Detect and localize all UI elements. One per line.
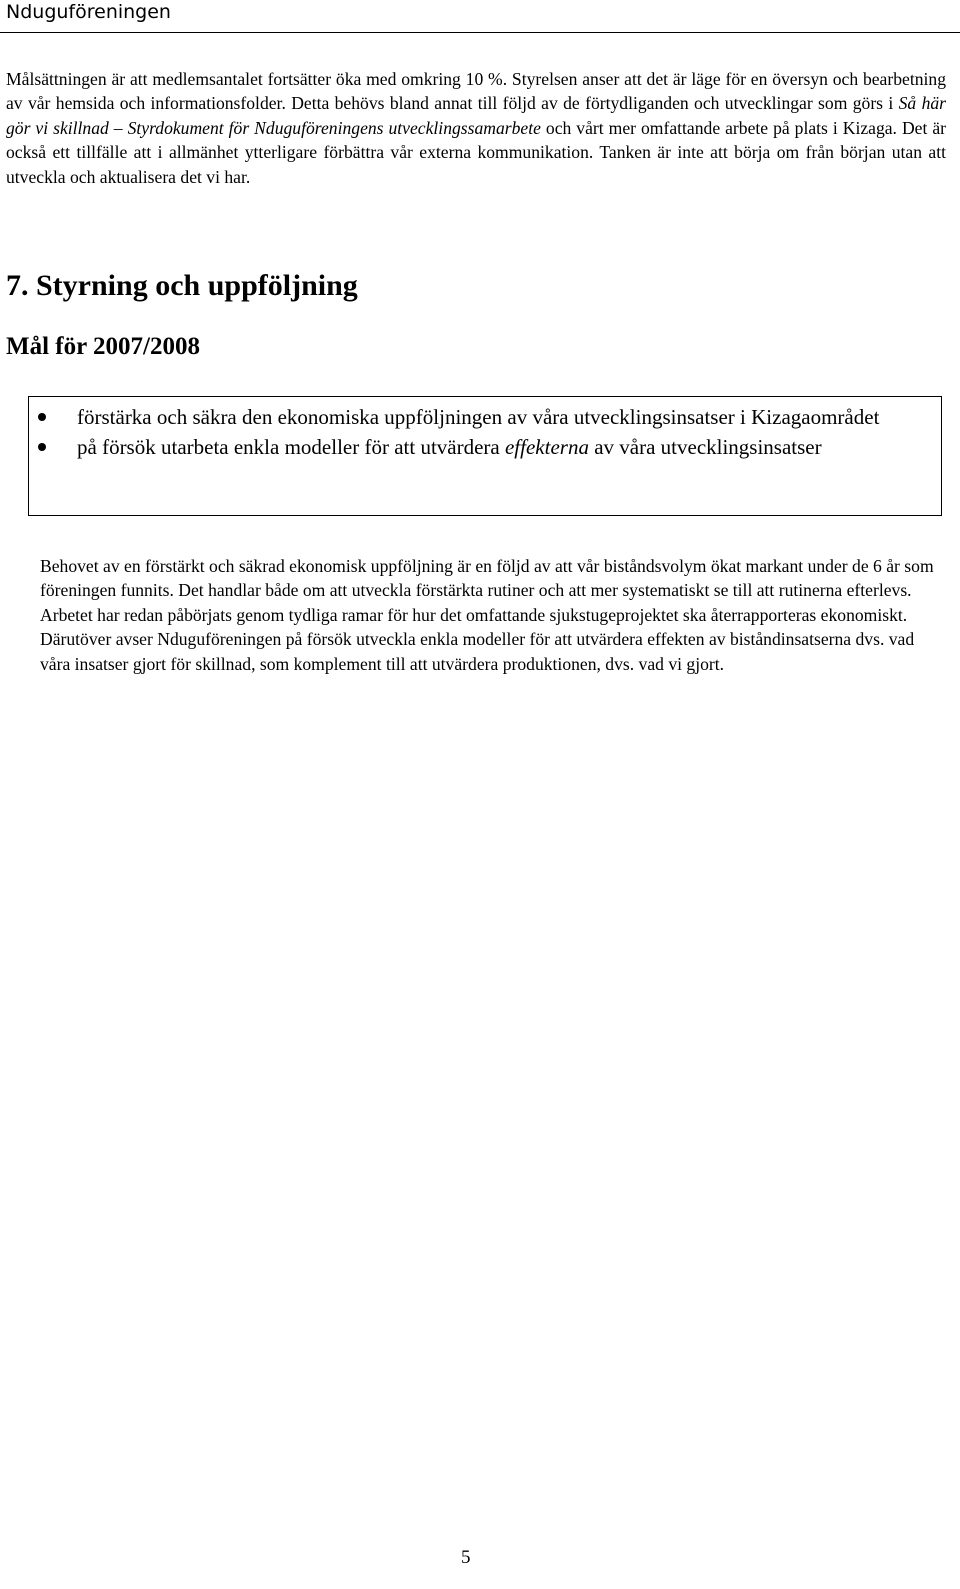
intro-text-part2: och vårt mer omfattande arbete på plats i Kizaga. Det är också ett tillfälle att i allmänhet ytterligare förbättra vår externa kommunikation. Tanken är inte att börja om från början utan att utveckla och aktualisera det vi har. (6, 117, 947, 187)
goals-box (28, 396, 942, 516)
goal-item-text-italic: effekterna (504, 435, 589, 459)
page-number: 5 (461, 1547, 471, 1568)
intro-text-part1: Målsättningen är att medlemsantalet fortsätter öka med omkring 10 %. Styrelsen anser att det är läge för en översyn och bearbetning av vår hemsida och informationsfolder. Detta behövs bland annat till följd av de förtydliganden och utvecklingar som görs i (6, 69, 946, 114)
header-divider (0, 32, 960, 33)
body-paragraph: Behovet av en förstärkt och säkrad ekonomisk uppföljning är en följd av att vår biståndsvolym ökat markant under de 6 år som föreningen funnits. Det handlar både om att utveckla förstärkta rutiner och att mer systematiskt se till att rutinerna efterlevs. Arbetet har redan påbörjats genom tydliga ramar för hur det omfattande sjukstugeprojektet ska återrapporteras ekonomiskt. Därutöver avser Nduguföreningen på försök utveckla enkla modeller för att utvärdera effekten av biståndinsatserna dvs. vad våra insatser gjort för skillnad, som komplement till att utvärdera produktionen, dvs. vad vi gjort. (40, 556, 934, 674)
intro-italic-title: Så här gör vi skillnad – Styrdokument för Nduguföreningens utvecklingssamarbete (6, 93, 947, 138)
page-header-title: Nduguföreningen (6, 1, 171, 23)
section-heading: 7. Styrning och uppföljning (6, 269, 358, 302)
goal-item-text-before: på försök utarbeta enkla modeller för att utvärdera (77, 435, 505, 459)
goal-item-text-after: av våra utvecklingsinsatser (588, 435, 822, 459)
goal-item (29, 403, 941, 432)
goals-subheading: Mål för 2007/2008 (6, 333, 200, 360)
goal-item-text: förstärka och säkra den ekonomiska uppföljningen av våra utvecklingsinsatser i Kizagaområdet (77, 405, 880, 429)
bullet-icon (38, 443, 46, 451)
intro-paragraph (6, 67, 946, 189)
bullet-icon (38, 413, 46, 421)
goal-item (29, 433, 941, 462)
goals-list (29, 397, 941, 462)
